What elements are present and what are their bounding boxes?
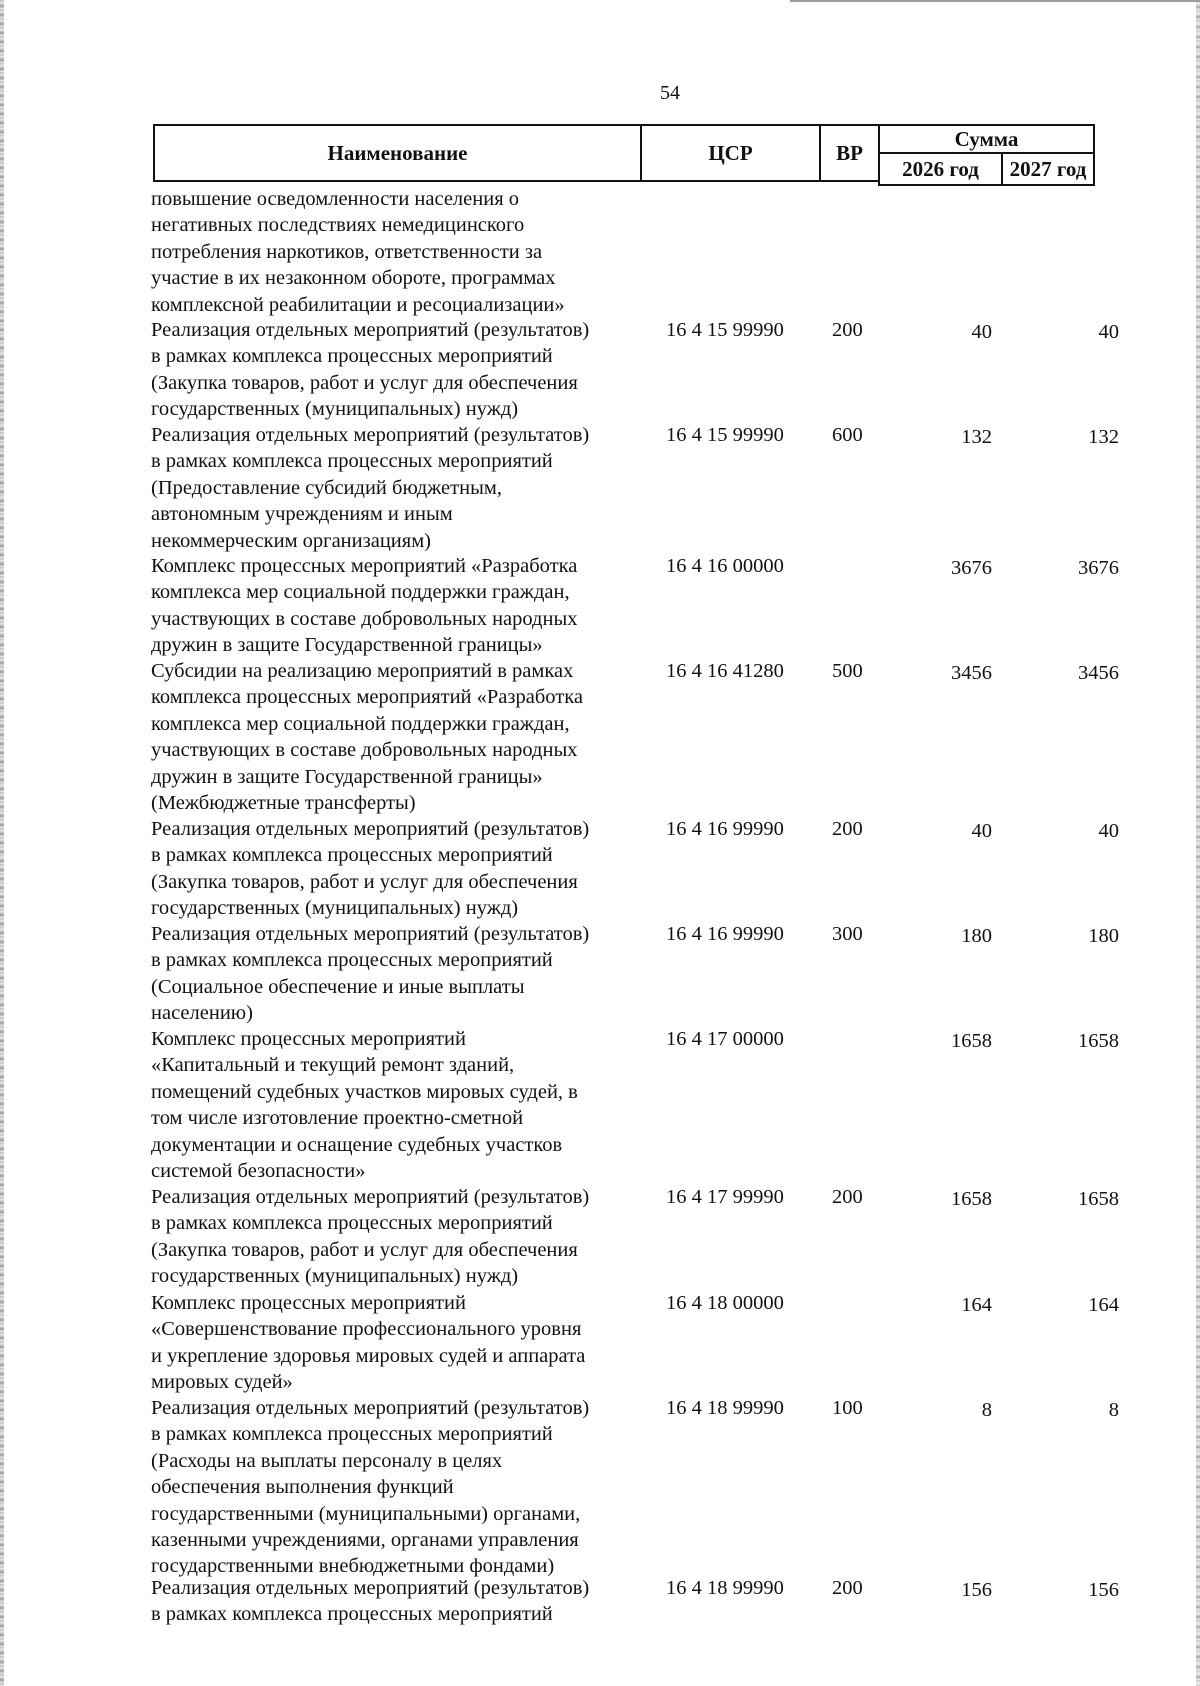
row-name: Реализация отдельных мероприятий (результатов) в рамках комплекса процессных мероприятий (Социальное обеспечение и иные выплаты населению)	[151, 923, 590, 1025]
row-csr: 16 4 17 99990	[666, 1186, 784, 1208]
scan-edge-left	[0, 0, 4, 1686]
row-sum-2026: 1658	[951, 1188, 992, 1210]
row-sum-2026: 132	[961, 426, 992, 448]
row-vr: 200	[832, 319, 863, 341]
row-vr: 200	[832, 1577, 863, 1599]
row-csr: 16 4 18 99990	[666, 1397, 784, 1419]
row-sum-2026: 3676	[951, 557, 992, 579]
header-border-right	[1093, 124, 1095, 186]
row-sum-2027: 3676	[1078, 557, 1119, 579]
row-csr: 16 4 17 00000	[666, 1028, 784, 1050]
row-vr: 600	[832, 424, 863, 446]
row-name: Комплекс процессных мероприятий «Разработка комплекса мер социальной поддержки граждан, участвующих в составе добровольных народных дружин в защите Государственной границы»	[151, 555, 578, 657]
row-sum-2027: 1658	[1078, 1188, 1119, 1210]
row-vr: 500	[832, 660, 863, 682]
header-name: Наименование	[327, 140, 468, 165]
row-name: Комплекс процессных мероприятий «Капитальный и текущий ремонт зданий, помещений судебных участков мировых судей, в том числе изготовление проектно-сметной документации и оснащение судебных участков системой безопасности»	[151, 1028, 578, 1183]
intro-continuation-text: повышение осведомленности населения о негативных последствиях немедицинского потребления наркотиков, ответственности за участие в их незаконном обороте, программах комплексной реабилитации и ресоциализации»	[151, 188, 565, 316]
page-number: 54	[660, 82, 680, 104]
row-sum-2026: 156	[961, 1579, 992, 1601]
row-sum-2027: 180	[1088, 925, 1119, 947]
header-sum: Сумма	[954, 126, 1019, 151]
row-name: Реализация отдельных мероприятий (результатов) в рамках комплекса процессных мероприятий (Закупка товаров, работ и услуг для обеспечения государственных (муниципальных) нужд)	[151, 319, 590, 421]
row-csr: 16 4 16 99990	[666, 923, 784, 945]
row-vr: 300	[832, 923, 863, 945]
row-name: Реализация отдельных мероприятий (результатов) в рамках комплекса процессных мероприятий	[151, 1577, 590, 1626]
row-sum-2027: 1658	[1078, 1030, 1119, 1052]
scan-edge-right	[1196, 0, 1200, 1686]
scan-edge-top	[790, 0, 1200, 2]
row-vr: 200	[832, 818, 863, 840]
row-vr: 100	[832, 1397, 863, 1419]
row-sum-2027: 156	[1088, 1579, 1119, 1601]
row-csr: 16 4 16 41280	[666, 660, 784, 682]
row-sum-2026: 3456	[951, 662, 992, 684]
row-sum-2026: 40	[971, 820, 992, 842]
row-sum-2027: 3456	[1078, 662, 1119, 684]
row-csr: 16 4 16 00000	[666, 555, 784, 577]
header-year-2027: 2027 год	[1009, 156, 1087, 181]
row-vr: 200	[832, 1186, 863, 1208]
row-name: Реализация отдельных мероприятий (результатов) в рамках комплекса процессных мероприятий (Расходы на выплаты персоналу в целях обеспечения выполнения функций государственными (муниципальными) органами, казенными учреждениями, органами управления государственными внебюджетными фондами)	[151, 1397, 590, 1578]
row-sum-2027: 40	[1098, 820, 1119, 842]
header-vr: ВР	[836, 140, 863, 165]
row-sum-2026: 164	[961, 1294, 992, 1316]
row-sum-2027: 40	[1098, 321, 1119, 343]
table-header	[153, 124, 1095, 184]
row-name: Комплекс процессных мероприятий «Совершенствование профессионального уровня и укрепление здоровья мировых судей и аппарата мировых судей»	[151, 1292, 586, 1394]
header-year-2026: 2026 год	[902, 156, 979, 181]
row-csr: 16 4 18 99990	[666, 1577, 784, 1599]
header-border-bottom-right	[880, 184, 1095, 186]
row-csr: 16 4 15 99990	[666, 424, 784, 446]
row-sum-2027: 132	[1088, 426, 1119, 448]
header-csr: ЦСР	[708, 140, 753, 165]
row-sum-2026: 8	[981, 1399, 992, 1421]
row-sum-2026: 40	[971, 321, 992, 343]
row-csr: 16 4 16 99990	[666, 818, 784, 840]
row-name: Субсидии на реализацию мероприятий в рамках комплекса процессных мероприятий «Разработка комплекса мер социальной поддержки граждан, участвующих в составе добровольных народных дружин в защите Государственной границы» (Межбюджетные трансферты)	[151, 660, 583, 815]
header-border-bottom-left	[153, 180, 880, 182]
row-name: Реализация отдельных мероприятий (результатов) в рамках комплекса процессных мероприятий (Закупка товаров, работ и услуг для обеспечения государственных (муниципальных) нужд)	[151, 1186, 590, 1288]
row-csr: 16 4 15 99990	[666, 319, 784, 341]
row-name: Реализация отдельных мероприятий (результатов) в рамках комплекса процессных мероприятий (Закупка товаров, работ и услуг для обеспечения государственных (муниципальных) нужд)	[151, 818, 590, 920]
row-sum-2026: 1658	[951, 1030, 992, 1052]
row-sum-2027: 164	[1088, 1294, 1119, 1316]
row-sum-2026: 180	[961, 925, 992, 947]
row-name: Реализация отдельных мероприятий (результатов) в рамках комплекса процессных мероприятий (Предоставление субсидий бюджетным, автономным учреждениям и иным некоммерческим организациям)	[151, 424, 590, 552]
row-csr: 16 4 18 00000	[666, 1292, 784, 1314]
row-sum-2027: 8	[1108, 1399, 1119, 1421]
